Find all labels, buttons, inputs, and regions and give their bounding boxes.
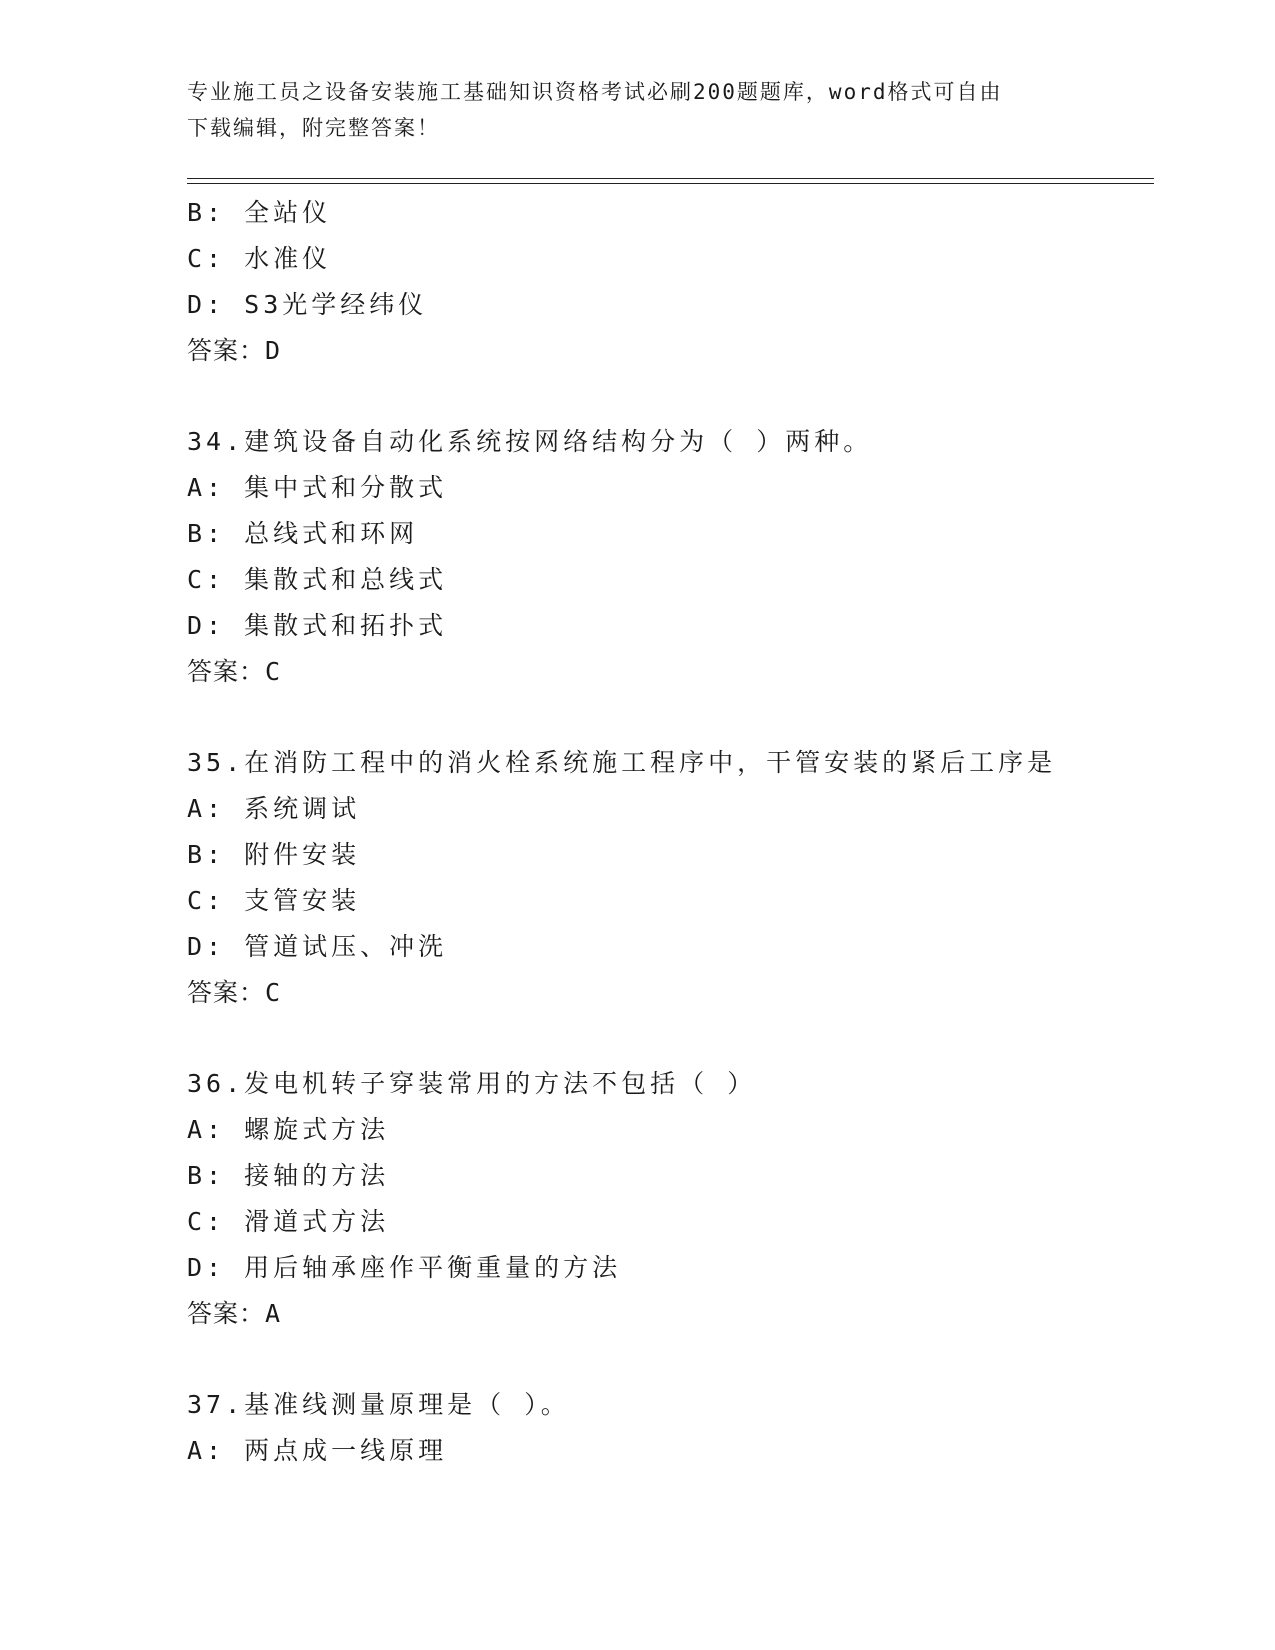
question-stem: 34.建筑设备自动化系统按网络结构分为（ ）两种。	[187, 427, 873, 456]
question-stem: 35.在消防工程中的消火栓系统施工程序中，干管安装的紧后工序是	[187, 748, 1057, 777]
option-d: D: 集散式和拓扑式	[187, 611, 448, 640]
question-block-33	[187, 190, 1147, 374]
option-c: C: 水准仪	[187, 244, 332, 273]
option-a: A: 螺旋式方法	[187, 1115, 390, 1144]
option-d: D: S3光学经纬仪	[187, 290, 428, 319]
question-block-36	[187, 1061, 1147, 1337]
option-c: C: 支管安装	[187, 886, 361, 915]
question-stem: 37.基准线测量原理是（ ）。	[187, 1390, 570, 1419]
header-divider-top	[187, 178, 1154, 179]
option-b: B: 总线式和环网	[187, 519, 419, 548]
answer-line: 答案：D	[187, 336, 282, 365]
option-c: C: 滑道式方法	[187, 1207, 390, 1236]
option-a: A: 集中式和分散式	[187, 473, 448, 502]
option-b: B: 附件安装	[187, 840, 361, 869]
option-b: B: 全站仪	[187, 198, 332, 227]
question-block-34	[187, 419, 1147, 695]
option-a: A: 两点成一线原理	[187, 1436, 448, 1465]
header-divider-bottom	[187, 183, 1154, 184]
header-line-2: 下载编辑，附完整答案！	[187, 116, 440, 140]
question-block-35	[187, 740, 1147, 1016]
option-d: D: 用后轴承座作平衡重量的方法	[187, 1253, 622, 1282]
option-a: A: 系统调试	[187, 794, 361, 823]
question-list	[187, 190, 1147, 1474]
option-d: D: 管道试压、冲洗	[187, 932, 448, 961]
answer-line: 答案：A	[187, 1299, 282, 1328]
header-line-1: 专业施工员之设备安装施工基础知识资格考试必刷200题题库，word格式可自由	[187, 80, 1003, 104]
answer-line: 答案：C	[187, 657, 282, 686]
option-b: B: 接轴的方法	[187, 1161, 390, 1190]
question-stem: 36.发电机转子穿装常用的方法不包括（ ）	[187, 1069, 757, 1098]
document-header	[187, 74, 1067, 146]
question-block-37	[187, 1382, 1147, 1474]
answer-line: 答案：C	[187, 978, 282, 1007]
option-c: C: 集散式和总线式	[187, 565, 448, 594]
